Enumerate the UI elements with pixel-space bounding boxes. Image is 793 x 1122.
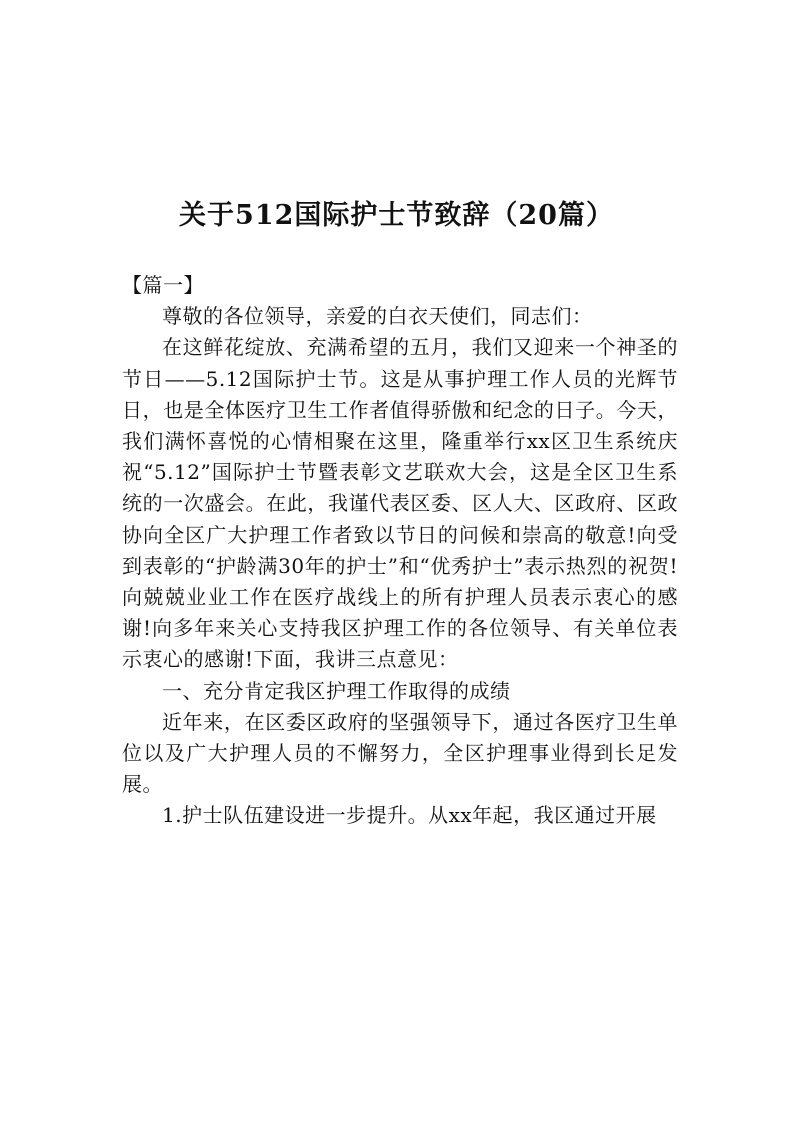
paragraph-salutation: 尊敬的各位领导，亲爱的白衣天使们，同志们： [162,304,593,329]
paragraph-achievements: 近年来，在区委区政府的坚强领导下，通过各医疗卫生单位以及广大护理人员的不懈努力，全区护理事业得到长足发展。 [122,709,678,797]
document-body [122,270,678,832]
paragraph-opening: 在这鲜花绽放、充满希望的五月，我们又迎来一个神圣的节日——5.12国际护士节。这是从事护理工作人员的光辉节日，也是全体医疗卫生工作者值得骄傲和纪念的日子。今天，我们满怀喜悦的心情相聚在这里，隆重举行xx区卫生系统庆祝“5.12”国际护士节暨表彰文艺联欢大会，这是全区卫生系统的一次盛会。在此，我谨代表区委、区人大、区政府、区政协向全区广大护理工作者致以节日的问候和崇高的敬意!向受到表彰的“护龄满30年的护士”和“优秀护士”表示热烈的祝贺!向兢兢业业工作在医疗战线上的所有护理人员表示衷心的感谢!向多年来关心支持我区护理工作的各位领导、有关单位表示衷心的感谢!下面，我讲三点意见： [122,335,678,672]
paragraph-item-one: 1.护士队伍建设进一步提升。从xx年起，我区通过开展 [162,803,657,828]
section-label: 【篇一】 [122,273,204,297]
document-title: 关于512国际护士节致辞（20篇） [179,200,614,231]
paragraph-heading-one: 一、充分肯定我区护理工作取得的成绩 [162,678,511,703]
